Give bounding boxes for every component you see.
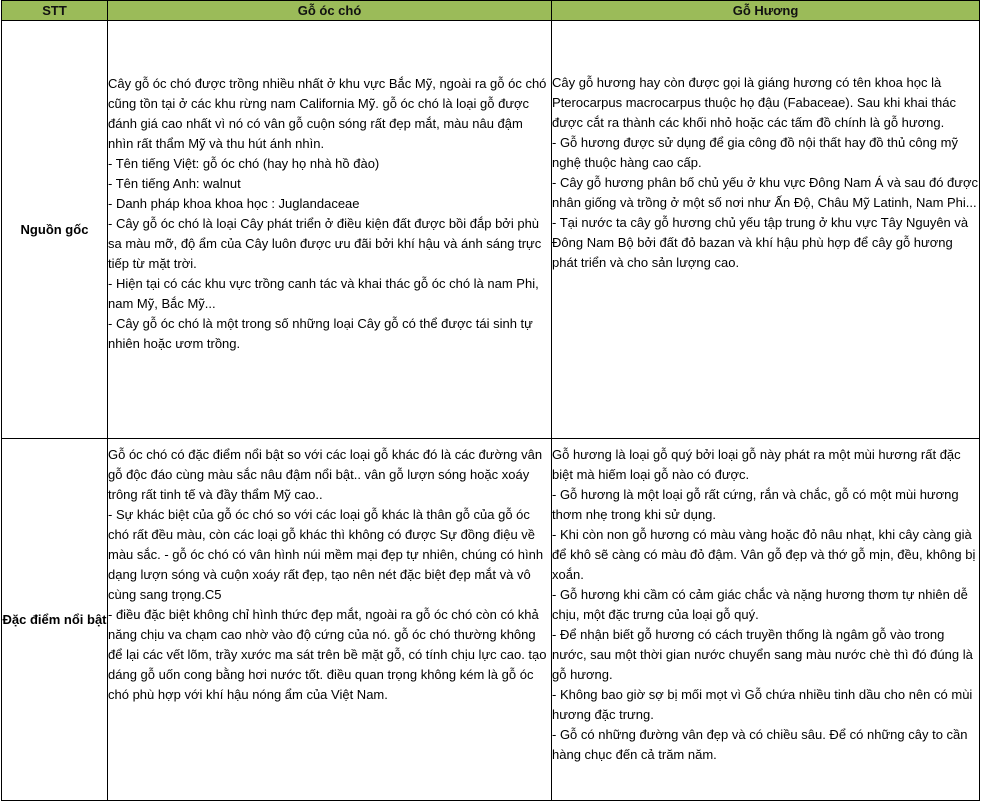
cell-line: - Gỗ hương là một loại gỗ rất cứng, rắn và chắc, gỗ có một mùi hương thơm nhẹ trong khi sử dụng. [552, 487, 959, 522]
cell-line: - Hiện tại có các khu vực trồng canh tác và khai thác gỗ óc chó là nam Phi, nam Mỹ, Bắc Mỹ... [108, 276, 539, 311]
cell-oc-cho-nguon-goc[interactable] [108, 21, 552, 439]
cell-line: Gỗ hương là loại gỗ quý bởi loại gỗ này phát ra một mùi hương rất đặc biệt mà hiếm loại gỗ nào có được. [552, 447, 961, 482]
cell-line: - điều đặc biệt không chỉ hình thức đẹp mắt, ngoài ra gỗ óc chó còn có khả năng chịu va chạm cao nhờ vào độ cứng của nó. gỗ óc chó thường không để lại các vết lõm, trầy xước ma sát trên bề mặt gỗ, có tính chịu lực cao. tạo dáng gỗ uốn cong bằng hơi nước tốt. điều quan trọng không kém là gỗ óc chó phù hợp với khí hậu nóng ẩm của Việt Nam. [108, 607, 547, 702]
cell-line: - Gỗ hương khi cầm có cảm giác chắc và nặng hương thơm tự nhiên dễ chịu, một đặc trưng của loại gỗ quý. [552, 587, 968, 622]
table-row-dac-diem [2, 439, 980, 801]
cell-line: - Tại nước ta cây gỗ hương chủ yếu tập trung ở khu vực Tây Nguyên và Đông Nam Bộ bởi đất đỏ bazan và khí hậu phù hợp để cây gỗ hương phát triển và cho sản lượng cao. [552, 215, 969, 270]
cell-line: - Danh pháp khoa khoa học : Juglandaceae [108, 196, 360, 211]
cell-huong-dac-diem[interactable] [552, 439, 980, 801]
row-label-nguon-goc[interactable]: Nguồn gốc [2, 21, 108, 439]
cell-line: - Tên tiếng Việt: gỗ óc chó (hay họ nhà hồ đào) [108, 156, 380, 171]
header-huong[interactable]: Gỗ Hương [552, 1, 980, 21]
cell-line: - Cây gỗ óc chó là loại Cây phát triển ở điều kiện đất được bồi đắp bởi phù sa màu mỡ, độ ẩm của Cây luôn được ưu đãi bởi khí hậu và ánh sáng trực tiếp từ mặt trời. [108, 216, 542, 271]
header-row [2, 1, 980, 21]
cell-line: - Tên tiếng Anh: walnut [108, 176, 241, 191]
cell-line: - Khi còn non gỗ hương có màu vàng hoặc đỏ nâu nhạt, khi cây càng già để khô sẽ càng có màu đỏ đậm. Vân gỗ đẹp và thớ gỗ mịn, đều, không bị xoắn. [552, 527, 976, 582]
cell-line: Cây gỗ hương hay còn được gọi là giáng hương có tên khoa học là Pterocarpus macrocarpus thuộc họ đậu (Fabaceae). Sau khi khai thác được cắt ra thành các khối nhỏ hoặc các tấm đồ chính là gỗ hương. [552, 75, 956, 130]
cell-line: - Cây gỗ hương phân bố chủ yếu ở khu vực Đông Nam Á và sau đó được nhân giống và trồng ở một số nơi như Ấn Độ, Châu Mỹ Latinh, Nam Phi... [552, 175, 979, 210]
comparison-table [1, 0, 980, 801]
cell-line: - Để nhận biết gỗ hương có cách truyền thống là ngâm gỗ vào trong nước, sau một thời gian nước chuyển sang màu nước chè thì đó đúng là gỗ hương. [552, 627, 973, 682]
header-oc-cho[interactable]: Gỗ óc chó [108, 1, 552, 21]
cell-line: - Cây gỗ óc chó là một trong số những loại Cây gỗ có thể được tái sinh tự nhiên hoặc ươm trồng. [108, 316, 533, 351]
header-stt[interactable]: STT [2, 1, 108, 21]
cell-line: - Gỗ có những đường vân đẹp và có chiều sâu. Để có những cây to cần hàng chục đến cả trăm năm. [552, 727, 968, 762]
cell-huong-nguon-goc[interactable] [552, 21, 980, 439]
cell-oc-cho-dac-diem[interactable] [108, 439, 552, 801]
cell-line: Gỗ óc chó có đặc điểm nổi bật so với các loại gỗ khác đó là các đường vân gỗ độc đáo cùng màu sắc nâu đậm nổi bật.. vân gỗ lượn sóng hoặc xoáy trông rất tinh tế và đầy thẩm Mỹ cao.. [108, 447, 543, 502]
cell-line: - Không bao giờ sợ bị mối mọt vì Gỗ chứa nhiều tinh dầu cho nên có mùi hương đặc trưng. [552, 687, 973, 722]
cell-line: Cây gỗ óc chó được trồng nhiều nhất ở khu vực Bắc Mỹ, ngoài ra gỗ óc chó cũng tồn tại ở các khu rừng nam California Mỹ. gỗ óc chó là loại gỗ được đánh giá cao nhất vì nó có vân gỗ cuộn sóng rất đẹp mắt, màu nâu đậm nhìn rất thẩm Mỹ và thu hút ánh nhìn. [108, 76, 547, 151]
cell-line: - Sự khác biệt của gỗ óc chó so với các loại gỗ khác là thân gỗ của gỗ óc chó rất đều màu, còn các loại gỗ khác thì không có được Sự đồng điệu về màu sắc. - gỗ óc chó có vân hình núi mềm mại đẹp tự nhiên, chúng có hình dạng lượn sóng và cuộn xoáy rất đẹp, tạo nên nét đặc biệt đẹp mắt và vô cùng sang trọng.C5 [108, 507, 544, 602]
row-label-dac-diem[interactable]: Đặc điểm nổi bật [2, 439, 108, 801]
table-row-nguon-goc [2, 21, 980, 439]
cell-line: - Gỗ hương được sử dụng để gia công đồ nội thất hay đồ thủ công mỹ nghệ thuộc hàng cao cấp. [552, 135, 958, 170]
